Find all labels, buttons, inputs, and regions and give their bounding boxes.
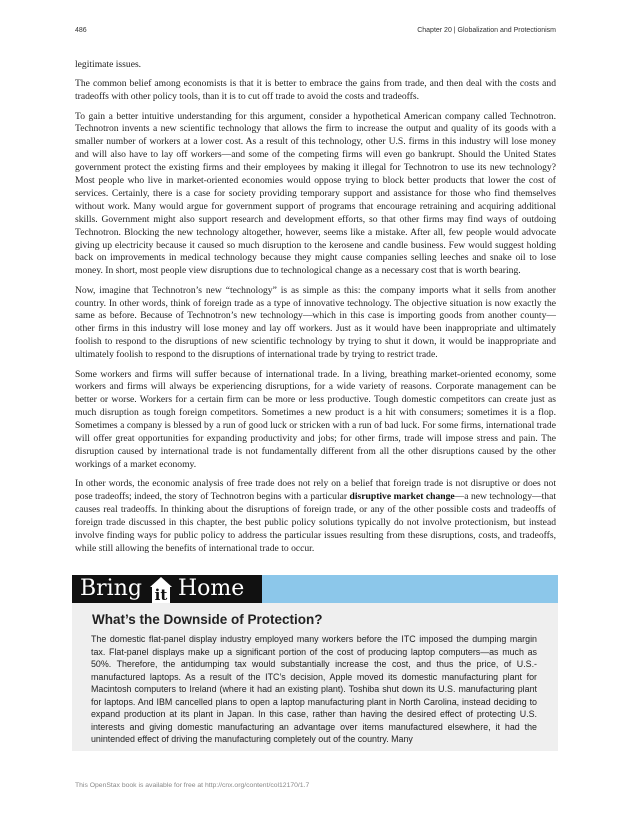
paragraph: Some workers and firms will suffer because of international trade. In a living, breathing market-oriented economy, some workers and firms will always be experiencing disruptions, for a wide variety of reasons. Corporate management can be better or worse. Workers for a certain firm can be more or less productive. Tough domestic competitors can create just as much disruption as tough foreign competitors. Sometimes a new product is a hit with consumers; sometimes it is a flop. Sometimes a company is blessed by a run of good luck or stricken with a run of bad luck. For some firms, international trade will offer great opportunities for expanding productivity and jobs; for other firms, trade will impose stress and pain. The disruption caused by international trade is not fundamentally different from all the other disruptions caused by the other workings of a market economy.	[75, 368, 556, 470]
paragraph	[75, 478, 556, 555]
feature-title: What’s the Downside of Protection?	[92, 612, 323, 627]
logo-word-it: it	[154, 586, 168, 603]
paragraph: legitimate issues.	[75, 59, 142, 70]
paragraph: To gain a better intuitive understanding for this argument, consider a hypothetical American company called Technotron. Technotron invents a new scientific technology that allows the firm to increase the output and quality of its goods with a smaller number of workers at a lower cost. As a result of this technology, other U.S. firms in this industry will lose money and will also have to lay off workers—and some of the competing firms will even go bankrupt. Should the United States government protect the existing firms and their employees by making it illegal for Technotron to use its new technology? Most people who live in market-oriented economies would oppose trying to block better products that lower the cost of services. Certainly, there is a case for society providing temporary support and assistance for those who find themselves without work. Many would argue for government support of programs that encourage retraining and acquiring additional skills. Government might also support research and development efforts, so that other firms may find ways of outdoing Technotron. Blocking the new technology altogether, however, seems like a mistake. After all, few people would advocate giving up electricity because it caused so much disruption to the kerosene and candle business. Few would suggest holding back on improvements in medical technology because they might cause companies selling leeches and snake oil to lose money. In short, most people view disruptions due to technological change as a necessary cost that is worth bearing.	[75, 110, 556, 277]
paragraph: Now, imagine that Technotron’s new “technology” is as simple as this: the company imports what it sells from another country. In other words, think of foreign trade as a type of innovative technology. The objective situation is now exactly the same as before. Because of Technotron’s new technology—which in this case is importing goods from another county—other firms in this industry will lose money and lay off workers. Just as it would have been inappropriate and ultimately foolish to respond to the disruptions of new scientific technology by trying to shut it down, it would be inappropriate and ultimately foolish to respond to the disruptions of international trade by trying to restrict trade.	[75, 284, 556, 361]
feature-box	[72, 603, 558, 751]
paragraph-text: —a new technology—that causes real tradeoffs. In thinking about the disruptions of foreign trade, or any of the other possible costs and tradeoffs of foreign trade discussed in this chapter, the best public policy solutions typically do not involve protectionism, but instead involve finding ways for public policy to address the particular issues resulting from these disruptions, costs, and tradeoffs, while still allowing the benefits of international trade to occur.	[75, 491, 556, 554]
running-header-chapter: Chapter 20 | Globalization and Protectionism	[417, 27, 556, 34]
logo-word-bring: Bring	[80, 576, 142, 601]
logo-word-home: Home	[178, 576, 245, 601]
key-term: disruptive market change	[349, 491, 455, 503]
paragraph-text: In other words, the economic analysis of free trade does not rely on a belief that foreign trade is not disruptive or does not pose tradeoffs; indeed, the story of Technotron begins with a particular	[75, 478, 556, 503]
house-icon	[148, 575, 174, 603]
feature-text: The domestic flat-panel display industry employed many workers before the ITC imposed the dumping margin tax. Flat-panel displays make up a significant portion of the cost of producing laptop computers—as much as 50%. Therefore, the antidumping tax would substantially increase the cost, and thus the price, of U.S.-manufactured laptops. As a result of the ITC’s decision, Apple moved its domestic manufacturing plant for Macintosh computers to Ireland (where it had an existing plant). Toshiba shut down its U.S. manufacturing plant for laptops. And IBM cancelled plans to open a laptop manufacturing plant in North Carolina, instead deciding to expand production at its plant in Japan. In this case, rather than having the desired effect of protecting U.S. interests and giving domestic manufacturing an advantage over items manufactured elsewhere, it had the unintended effect of driving the manufacturing completely out of the country. Many	[91, 634, 537, 744]
paragraph: The common belief among economists is that it is better to embrace the gains from trade, and then deal with the costs and tradeoffs with other policy tools, than it is to cut off trade to avoid the costs and tradeoffs.	[75, 78, 556, 103]
page-number: 486	[75, 27, 87, 34]
page-footer: This OpenStax book is available for free at http://cnx.org/content/col12170/1.7	[75, 782, 310, 789]
main-body-text	[75, 59, 556, 562]
bring-it-home-logo	[72, 575, 262, 603]
